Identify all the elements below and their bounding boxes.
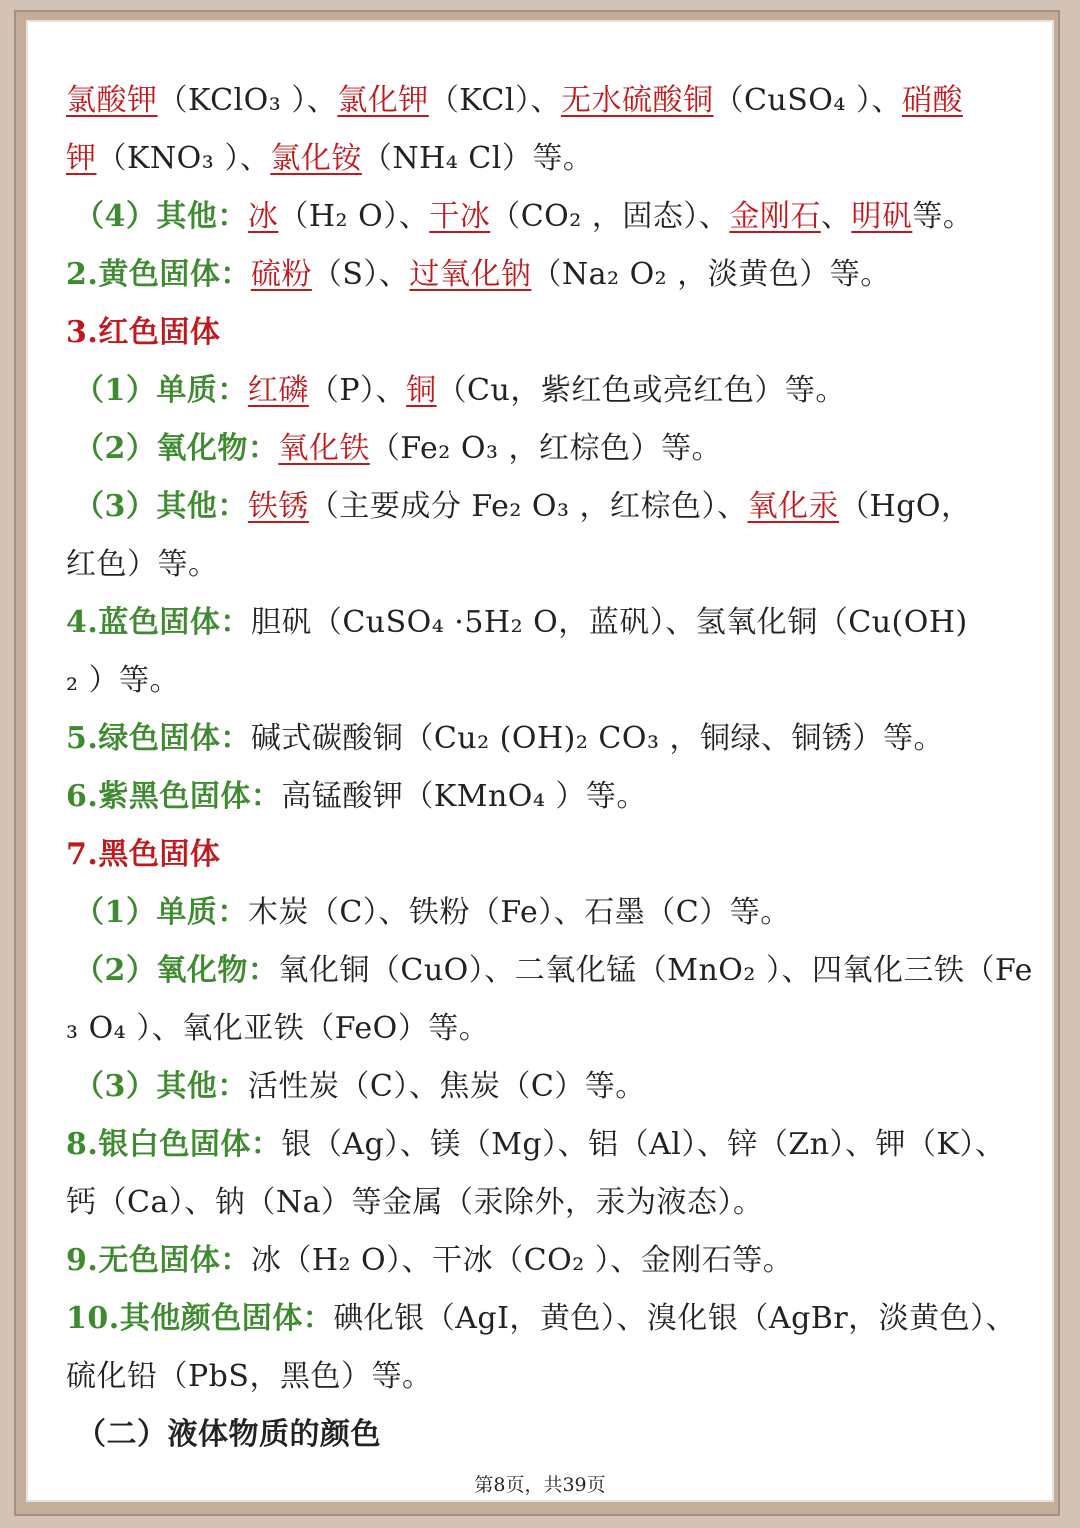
text-line xyxy=(66,1406,1026,1464)
text-span: ₃ O₄ ）、氧化亚铁（FeO）等。 xyxy=(66,1011,490,1046)
text-span: （KNO₃ ）、 xyxy=(96,141,271,176)
text-line xyxy=(66,362,1026,420)
text-span: （H₂ O）、 xyxy=(278,199,430,234)
item-heading: 4.蓝色固体： xyxy=(66,605,251,640)
part-heading: （二）液体物质的颜色 xyxy=(76,1417,381,1452)
text-span: 硫化铅（PbS，黑色）等。 xyxy=(66,1359,433,1394)
item-heading: （4）其他： xyxy=(74,199,248,234)
page-number: 第8页，共39页 xyxy=(474,1474,606,1496)
text-line xyxy=(66,942,1033,1000)
text-span: 冰（H₂ O）、干冰（CO₂ ）、金刚石等。 xyxy=(250,1243,794,1278)
highlighted-term: 金刚石 xyxy=(729,199,821,234)
section-heading: 7.黑色固体 xyxy=(66,837,221,872)
text-span: 红色）等。 xyxy=(66,547,219,582)
item-heading: （2）氧化物： xyxy=(74,953,279,988)
text-span: 银（Ag）、镁（Mg）、铝（Al）、锌（Zn）、钾（K）、 xyxy=(281,1127,1006,1162)
text-line xyxy=(66,1058,1026,1116)
text-line xyxy=(66,188,1026,246)
document-body xyxy=(66,72,1033,1464)
highlighted-term: 铜 xyxy=(406,373,437,408)
highlighted-term: 氯化铵 xyxy=(270,141,362,176)
text-span: （Cu，紫红色或亮红色）等。 xyxy=(436,373,846,408)
text-line xyxy=(66,710,1026,768)
text-line xyxy=(66,1232,1026,1290)
text-span: （P）、 xyxy=(308,373,407,408)
text-line xyxy=(66,72,1026,130)
text-span: 木炭（C）、铁粉（Fe）、石墨（C）等。 xyxy=(247,895,791,930)
text-line xyxy=(66,652,1026,710)
highlighted-term: 硝酸 xyxy=(901,83,963,118)
item-heading: 5.绿色固体： xyxy=(66,721,251,756)
item-heading: 2.黄色固体： xyxy=(66,257,251,292)
text-span: （CuSO₄ ）、 xyxy=(713,83,902,118)
highlighted-term: 冰 xyxy=(247,199,279,234)
text-span: 碱式碳酸铜（Cu₂ (OH)₂ CO₃ ，铜绿、铜锈）等。 xyxy=(250,721,945,756)
text-line xyxy=(66,1290,1026,1348)
text-line xyxy=(66,768,1026,826)
text-span: ₂ ）等。 xyxy=(66,663,181,698)
text-span: 、 xyxy=(820,199,852,234)
text-line xyxy=(66,884,1026,942)
text-span: 胆矾（CuSO₄ ·5H₂ O，蓝矾）、氢氧化铜（Cu(OH) xyxy=(250,605,968,640)
text-line xyxy=(66,478,1026,536)
text-line xyxy=(66,420,1026,478)
text-line xyxy=(66,304,1026,362)
text-line xyxy=(66,1348,1026,1406)
text-span: （KClO₃ ）、 xyxy=(157,83,338,118)
text-span: 氧化铜（CuO）、二氧化锰（MnO₂ ）、四氧化三铁（Fe xyxy=(278,953,1033,988)
highlighted-term: 无水硫酸铜 xyxy=(560,83,714,118)
text-span: （CO₂ ，固态）、 xyxy=(490,199,730,234)
item-heading: （2）氧化物： xyxy=(74,431,279,466)
text-line xyxy=(66,1174,1026,1232)
text-span: 活性炭（C）、焦炭（C）等。 xyxy=(247,1069,646,1104)
text-span: 等。 xyxy=(912,199,974,234)
item-heading: （1）单质： xyxy=(74,895,248,930)
text-span: （NH₄ Cl）等。 xyxy=(361,141,594,176)
text-line xyxy=(66,594,1026,652)
item-heading: 9.无色固体： xyxy=(66,1243,251,1278)
highlighted-term: 硫粉 xyxy=(250,257,312,292)
item-heading: 8.银白色固体： xyxy=(66,1127,282,1162)
item-heading: （3）其他： xyxy=(74,489,248,524)
highlighted-term: 氯化钾 xyxy=(337,83,429,118)
text-span: （Na₂ O₂ ，淡黄色）等。 xyxy=(531,257,891,292)
highlighted-term: 氧化铁 xyxy=(278,431,370,466)
highlighted-term: 红磷 xyxy=(247,373,309,408)
highlighted-term: 钾 xyxy=(66,141,97,176)
item-heading: （3）其他： xyxy=(74,1069,248,1104)
text-span: （主要成分 Fe₂ O₃ ，红棕色）、 xyxy=(308,489,748,524)
highlighted-term: 铁锈 xyxy=(247,489,309,524)
highlighted-term: 氧化汞 xyxy=(747,489,840,524)
highlighted-term: 氯酸钾 xyxy=(66,83,158,118)
text-span: 钙（Ca）、钠（Na）等金属（汞除外，汞为液态）。 xyxy=(66,1185,764,1220)
item-heading: （1）单质： xyxy=(74,373,248,408)
highlighted-term: 干冰 xyxy=(429,199,491,234)
text-line xyxy=(66,1000,1026,1058)
item-heading: 10.其他颜色固体： xyxy=(66,1301,334,1336)
text-span: （S）、 xyxy=(311,257,410,292)
text-span: （Fe₂ O₃ ，红棕色）等。 xyxy=(369,431,723,466)
text-span: （HgO， xyxy=(839,489,972,524)
text-line xyxy=(66,826,1026,884)
text-line xyxy=(66,246,1026,304)
section-heading: 3.红色固体 xyxy=(66,315,221,350)
text-line xyxy=(66,536,1026,594)
text-span: 高锰酸钾（KMnO₄ ）等。 xyxy=(281,779,647,814)
highlighted-term: 过氧化钠 xyxy=(409,257,532,292)
text-span: （KCl）、 xyxy=(428,83,561,118)
highlighted-term: 明矾 xyxy=(851,199,913,234)
text-span: 碘化银（AgI，黄色）、溴化银（AgBr，淡黄色）、 xyxy=(333,1301,1017,1336)
text-line xyxy=(66,1116,1026,1174)
item-heading: 6.紫黑色固体： xyxy=(66,779,282,814)
text-line xyxy=(66,130,1026,188)
